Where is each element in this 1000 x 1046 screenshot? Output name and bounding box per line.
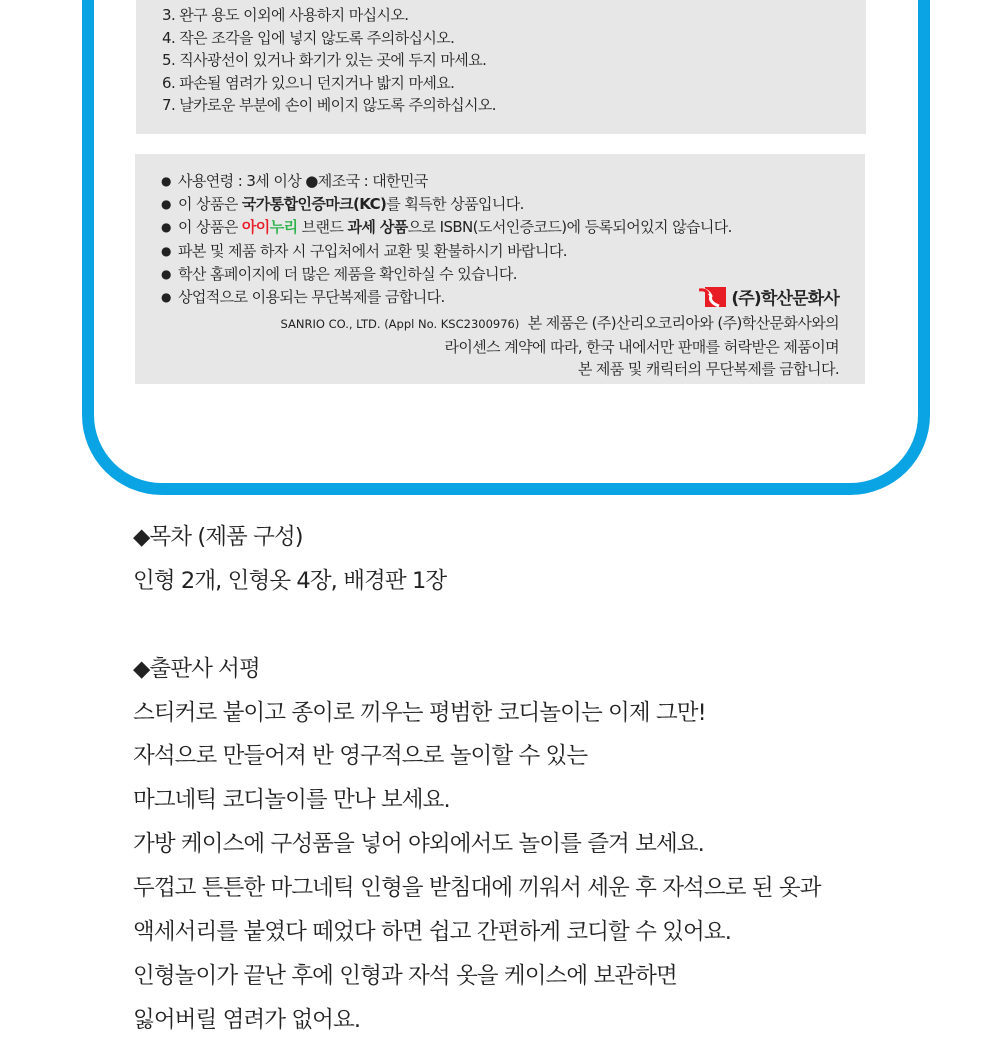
bullet-icon: ● [161, 220, 171, 235]
bullet-icon: ● [161, 243, 171, 258]
license-line [281, 312, 839, 336]
license-registration: SANRIO CO., LTD. (Appl No. KSC2300976) [280, 317, 520, 331]
publisher-emblem-icon [699, 286, 727, 308]
review-line: 자석으로 만들어져 반 영구적으로 놀이할 수 있는 [133, 743, 588, 770]
copyright-text: 상업적으로 이용되는 무단복제를 금합니다. [178, 288, 445, 307]
age-text: 사용연령 : 3세 이상 ●제조국 : 대한민국 [178, 172, 428, 190]
contents-heading: ◆목차 (제품 구성) [133, 524, 303, 550]
caution-line: 7. 날카로운 부분에 손이 베이지 않도록 주의하십시오. [162, 96, 496, 115]
review-line: 가방 케이스에 구성품을 넣어 야외에서도 놀이를 즐겨 보세요. [133, 831, 704, 858]
kc-text-pre: 이 상품은 [178, 195, 242, 214]
license-line: 본 제품 및 캐릭터의 무단복제를 금합니다. [577, 360, 839, 378]
caution-line: 6. 파손될 염려가 있으니 던지거나 밟지 마세요. [162, 73, 455, 92]
license-line: 라이센스 계약에 따라, 한국 내에서만 판매를 허락받은 제품이며 [444, 337, 839, 356]
review-line: 마그네틱 코디놀이를 만나 보세요. [133, 787, 450, 814]
info-age-row [161, 170, 732, 193]
spacer [133, 604, 821, 648]
product-description [133, 516, 821, 1043]
brand-logo-part-a: 아이 [241, 218, 270, 237]
publisher-name: (주)학산문화사 [731, 289, 839, 309]
license-text-1: 본 제품은 (주)산리오코리아와 (주)학산문화사와의 [527, 314, 839, 332]
exchange-text: 파본 및 제품 하자 시 구입처에서 교환 및 환불하시기 바랍니다. [178, 241, 567, 260]
info-copyright-row [161, 286, 732, 309]
kc-mark-text: 국가통합인증마크(KC) [241, 195, 387, 214]
info-bullet-list [161, 170, 732, 309]
review-line: 액세서리를 붙였다 떼었다 하면 쉽고 간편하게 코디할 수 있어요. [133, 919, 731, 946]
info-homepage-row [161, 263, 732, 286]
info-exchange-row [161, 240, 732, 263]
product-info-panel [135, 154, 865, 384]
kc-text-post: 를 획득한 상품입니다. [386, 195, 524, 214]
ainuri-brand-logo [242, 218, 298, 236]
info-kc-row [161, 193, 732, 216]
bullet-icon: ● [161, 174, 171, 188]
caution-panel [136, 0, 866, 134]
review-heading: ◆출판사 서평 [133, 655, 260, 682]
review-line: 스티커로 붙이고 종이로 끼우는 평범한 코디놀이는 이제 그만! [133, 699, 706, 726]
license-notice [281, 312, 839, 381]
homepage-text: 학산 홈페이지에 더 많은 제품을 확인하실 수 있습니다. [178, 264, 517, 283]
caution-line: 5. 직사광선이 있거나 화기가 있는 곳에 두지 마세요. [162, 51, 487, 70]
taxed-product-text: 과세 상품 [347, 218, 408, 237]
publisher-logo [699, 284, 839, 309]
brand-text-mid: 브랜드 [297, 218, 348, 237]
review-line: 잃어버릴 염려가 없어요. [133, 1006, 361, 1033]
review-line: 두껍고 튼튼한 마그네틱 인형을 받침대에 끼워서 세운 후 자석으로 된 옷과 [133, 875, 821, 902]
info-brand-row [161, 216, 732, 239]
bullet-icon: ● [161, 197, 171, 212]
bullet-icon: ● [161, 290, 171, 305]
brand-text-pre: 이 상품은 [178, 218, 242, 237]
brand-text-post: 으로 ISBN(도서인증코드)에 등록되어있지 않습니다. [407, 218, 732, 237]
review-line: 인형놀이가 끝난 후에 인형과 자석 옷을 케이스에 보관하면 [133, 962, 677, 989]
caution-line: 4. 작은 조각을 입에 넣지 않도록 주의하십시오. [162, 28, 455, 47]
bullet-icon: ● [161, 266, 171, 281]
brand-logo-part-b: 누리 [269, 218, 298, 237]
contents-body: 인형 2개, 인형옷 4장, 배경판 1장 [133, 567, 447, 594]
caution-line: 3. 완구 용도 이외에 사용하지 마십시오. [162, 6, 409, 24]
